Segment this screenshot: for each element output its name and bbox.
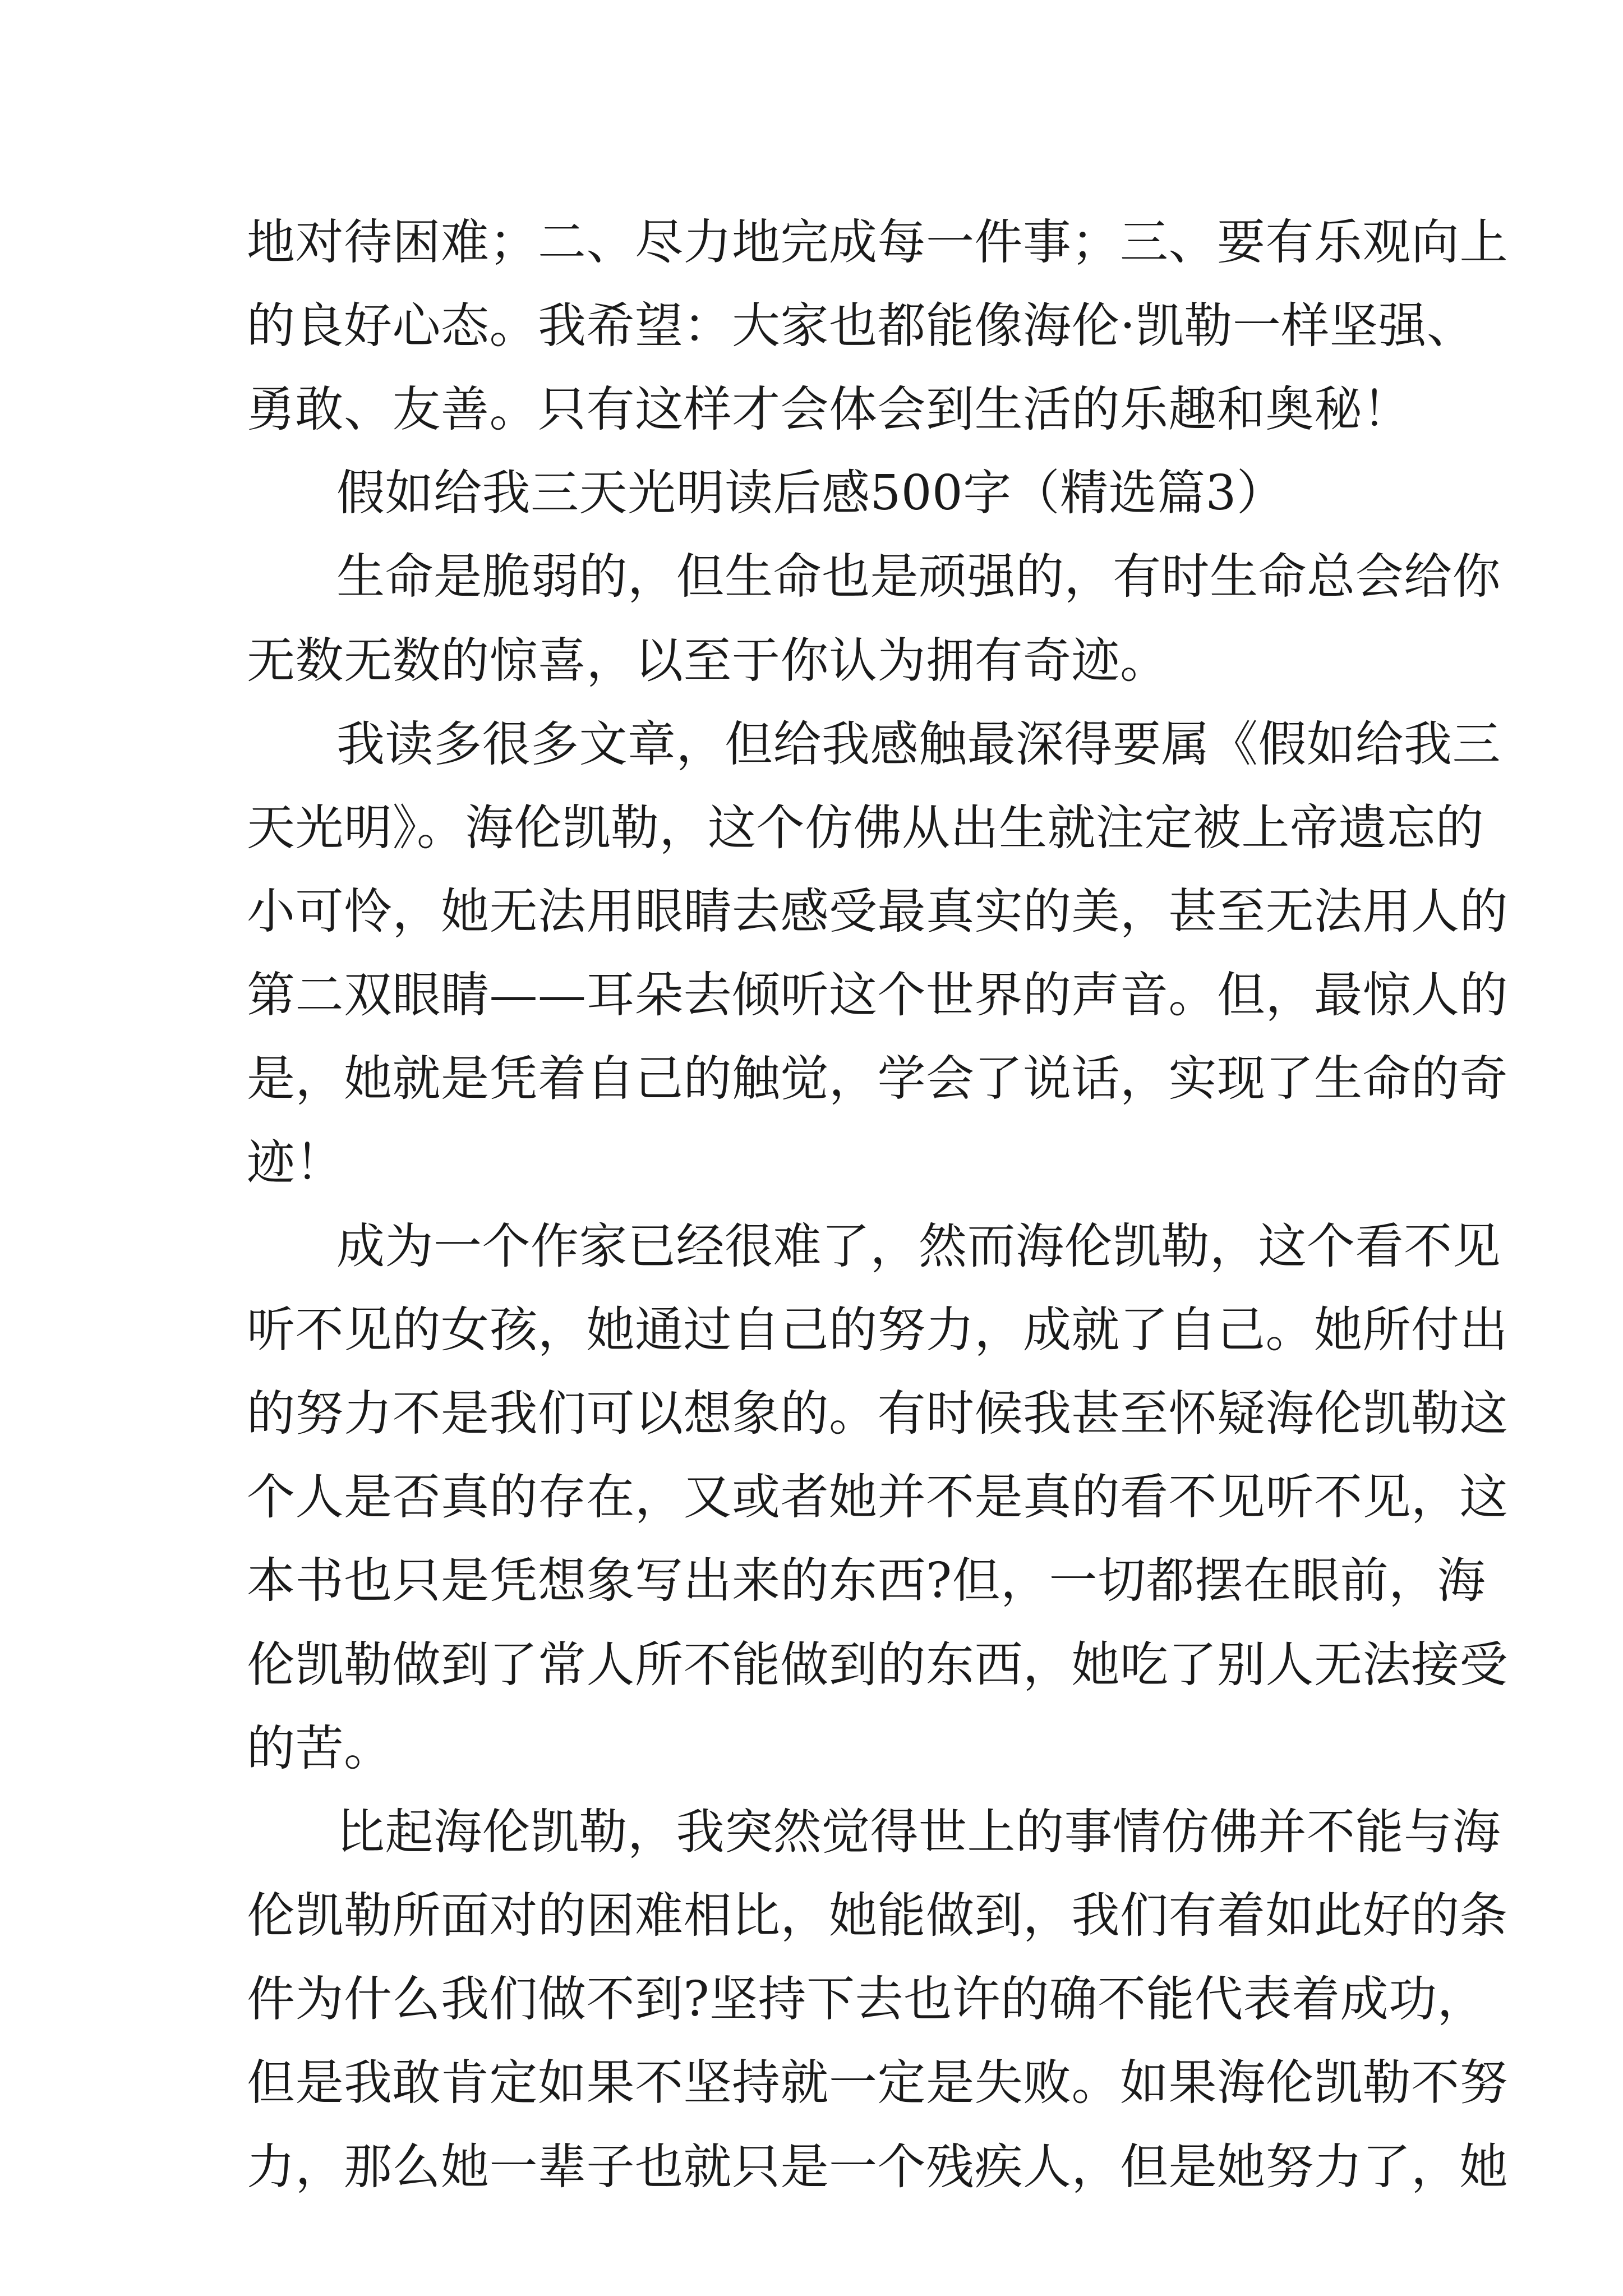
text-line: 力，那么她一辈子也就只是一个残疾人，但是她努力了，她 [247,2139,1508,2195]
text-line: 天光明》。海伦凯勒，这个仿佛从出生就注定被上帝遗忘的 [247,800,1484,856]
text-line: 的良好心态。我希望：大家也都能像海伦·凯勒一样坚强、 [247,298,1476,354]
text-line: 成为一个作家已经很难了，然而海伦凯勒，这个看不见 [336,1218,1501,1274]
text-line: 迹！ [247,1135,344,1191]
text-line: 听不见的女孩，她通过自己的努力，成就了自己。她所付出 [247,1302,1508,1358]
text-line: 勇敢、友善。只有这样才会体会到生活的乐趣和奥秘！ [247,381,1411,438]
text-line: 无数无数的惊喜，以至于你认为拥有奇迹。 [247,633,1169,689]
text-line: 小可怜，她无法用眼睛去感受最真实的美，甚至无法用人的 [247,884,1508,940]
text-line: 的努力不是我们可以想象的。有时候我甚至怀疑海伦凯勒这 [247,1386,1508,1442]
text-line: 第二双眼睛——耳朵去倾听这个世界的声音。但，最惊人的 [247,967,1508,1023]
text-line: 本书也只是凭想象写出来的东西?但，一切都摆在眼前，海 [247,1553,1486,1609]
text-line: 的苦。 [247,1720,393,1777]
text-line: 伦凯勒做到了常人所不能做到的东西，她吃了别人无法接受 [247,1637,1508,1693]
text-line: 伦凯勒所面对的困难相比，她能做到，我们有着如此好的条 [247,1888,1508,1944]
text-line: 我读多很多文章，但给我感触最深得要属《假如给我三 [336,716,1501,772]
text-line: 个人是否真的存在，又或者她并不是真的看不见听不见，这 [247,1469,1508,1525]
text-line: 但是我敢肯定如果不坚持就一定是失败。如果海伦凯勒不努 [247,2055,1508,2111]
text-line: 地对待困难；二、尽力地完成每一件事；三、要有乐观向上 [247,214,1508,270]
text-line: 是，她就是凭着自己的触觉，学会了说话，实现了生命的奇 [247,1051,1508,1107]
text-line: 比起海伦凯勒，我突然觉得世上的事情仿佛并不能与海 [336,1804,1501,1860]
text-line: 件为什么我们做不到?坚持下去也许的确不能代表着成功， [247,1971,1486,2027]
section-heading: 假如给我三天光明读后感500字（精选篇3） [336,465,1285,521]
text-line: 生命是脆弱的，但生命也是顽强的，有时生命总会给你 [336,549,1501,605]
